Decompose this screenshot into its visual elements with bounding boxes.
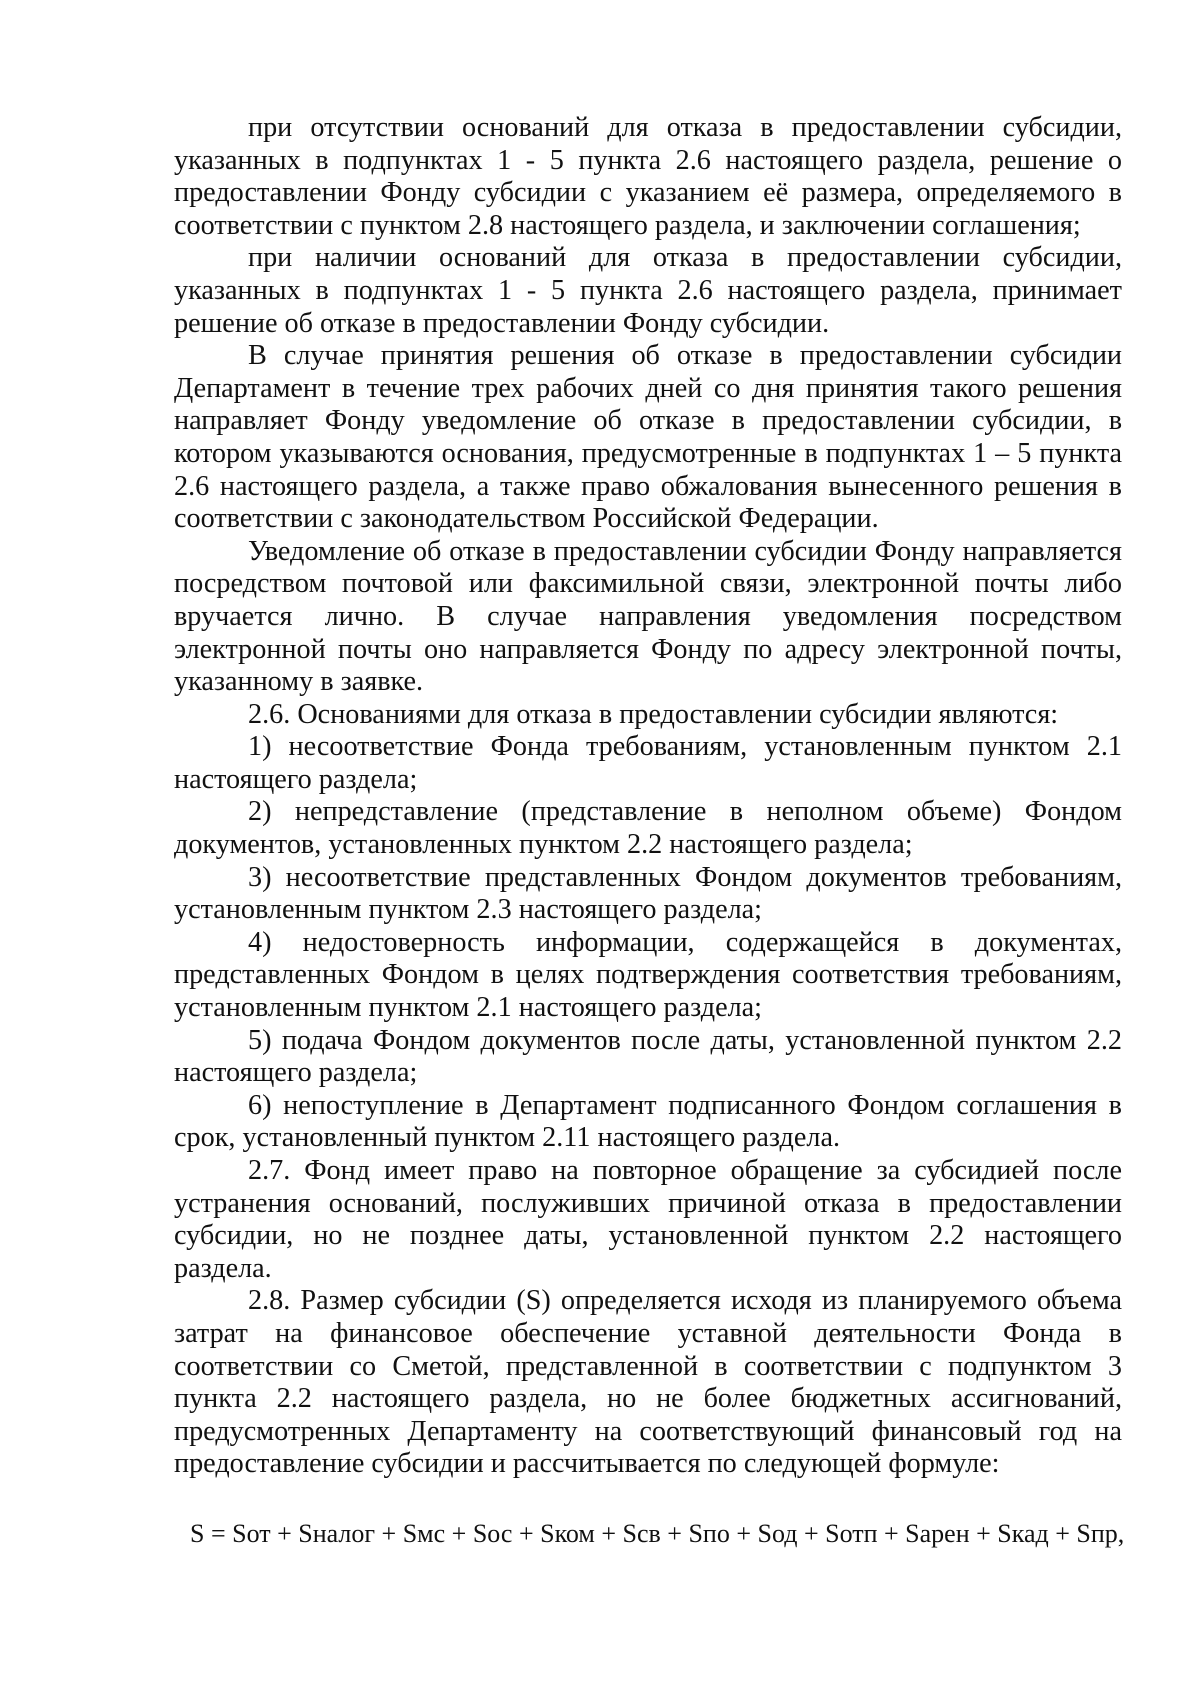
list-item-3: 3) несоответствие представленных Фондом документов требованиям, установленным пунктом 2.3 настоящего раздела; xyxy=(174,861,1122,926)
paragraph-2-6-heading: 2.6. Основаниями для отказа в предоставлении субсидии являются: xyxy=(248,698,1059,730)
document-body xyxy=(174,112,1122,1481)
paragraph-decision-grant: при отсутствии оснований для отказа в предоставлении субсидии, указанных в подпунктах 1 - 5 пункта 2.6 настоящего раздела, решение о предоставлении Фонду субсидии с указанием её размера, определяемого в соответствии с пунктом 2.8 настоящего раздела, и заключении соглашения; xyxy=(174,112,1122,241)
list-item-2: 2) непредставление (представление в неполном объеме) Фондом документов, установленных пунктом 2.2 настоящего раздела; xyxy=(174,796,1122,861)
list-item-6: 6) непоступление в Департамент подписанного Фондом соглашения в срок, установленный пунктом 2.11 настоящего раздела. xyxy=(174,1089,1122,1154)
list-item-1: 1) несоответствие Фонда требованиям, установленным пунктом 2.1 настоящего раздела; xyxy=(174,731,1122,795)
paragraph-2-7: 2.7. Фонд имеет право на повторное обращение за субсидией после устранения оснований, послуживших причиной отказа в предоставлении субсидии, но не позднее даты, установленной пунктом 2.2 настоящего раздела. xyxy=(174,1155,1122,1284)
paragraph-notice-delivery: Уведомление об отказе в предоставлении субсидии Фонду направляется посредством почтовой или факсимильной связи, электронной почты либо вручается лично. В случае направления уведомления посредством электронной почты оно направляется Фонду по адресу электронной почты, указанному в заявке. xyxy=(174,535,1122,698)
subsidy-formula: S = Sот + Sналог + Sмс + Sос + Sком + Sсв + Sпо + Sод + Sотп + Sарен + Sкад + Sпр, xyxy=(190,1519,1125,1548)
paragraph-decision-refusal: при наличии оснований для отказа в предоставлении субсидии, указанных в подпунктах 1 - 5 пункта 2.6 настоящего раздела, принимает решение об отказе в предоставлении Фонду субсидии. xyxy=(174,242,1122,339)
list-item-5: 5) подача Фондом документов после даты, установленной пунктом 2.2 настоящего раздела; xyxy=(174,1024,1122,1089)
paragraph-2-8: 2.8. Размер субсидии (S) определяется исходя из планируемого объема затрат на финансовое обеспечение уставной деятельности Фонда в соответствии со Сметой, представленной в соответствии с подпунктом 3 пункта 2.2 настоящего раздела, но не более бюджетных ассигнований, предусмотренных Департаменту на соответствующий финансовый год на предоставление субсидии и рассчитывается по следующей формуле: xyxy=(174,1285,1122,1480)
paragraph-refusal-notice: В случае принятия решения об отказе в предоставлении субсидии Департамент в течение трех рабочих дней со дня принятия такого решения направляет Фонду уведомление об отказе в предоставлении субсидии, в котором указываются основания, предусмотренные в подпунктах 1 – 5 пункта 2.6 настоящего раздела, а также право обжалования вынесенного решения в соответствии с законодательством Российской Федерации. xyxy=(174,340,1122,535)
list-item-4: 4) недостоверность информации, содержащейся в документах, представленных Фондом в целях подтверждения соответствия требованиям, установленным пунктом 2.1 настоящего раздела; xyxy=(174,926,1122,1024)
